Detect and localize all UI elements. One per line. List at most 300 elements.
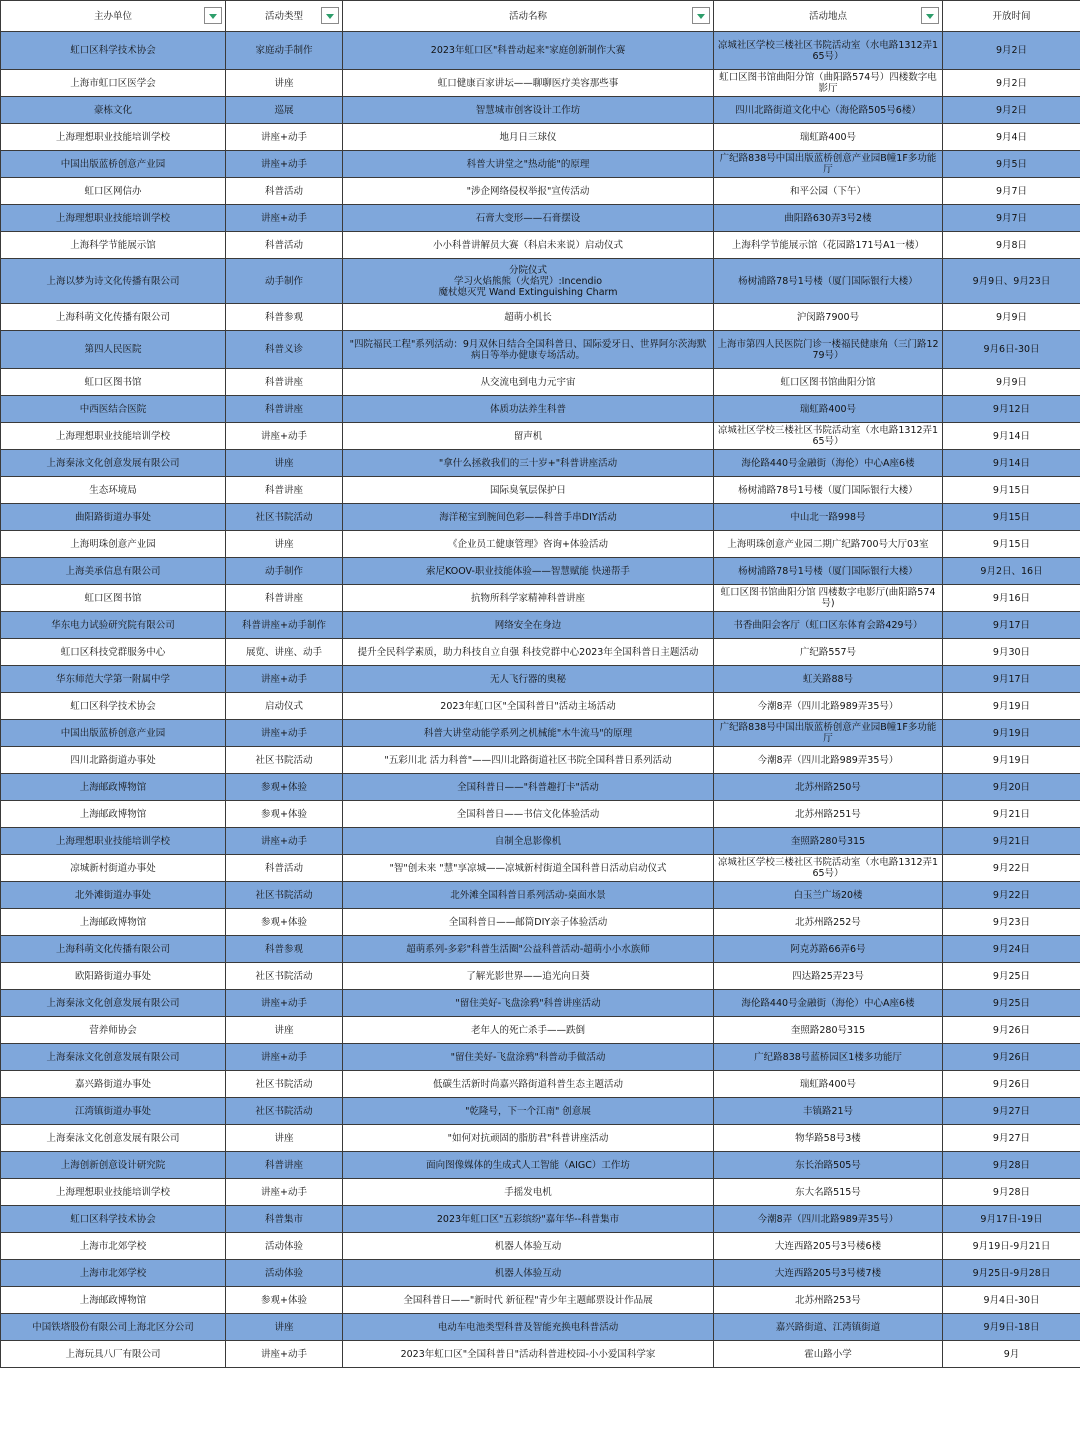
organizer-cell[interactable]: 北外滩街道办事处 bbox=[1, 882, 226, 909]
location-cell[interactable]: 丰镇路21号 bbox=[714, 1098, 943, 1125]
organizer-cell[interactable]: 上海理想职业技能培训学校 bbox=[1, 205, 226, 232]
table-row bbox=[1, 1206, 1080, 1233]
column-header-label: 活动类型 bbox=[264, 10, 303, 22]
name-cell[interactable]: 小小科普讲解员大赛（科启未来说）启动仪式 bbox=[343, 232, 714, 259]
time-cell[interactable]: 9月2日 bbox=[943, 97, 1080, 124]
name-cell[interactable]: 海洋秘宝到腕间色彩——科普手串DIY活动 bbox=[343, 504, 714, 531]
time-cell[interactable]: 9月27日 bbox=[943, 1098, 1080, 1125]
type-cell[interactable]: 科普讲座+动手制作 bbox=[226, 612, 343, 639]
location-cell[interactable]: 虹口区图书馆曲阳分馆（曲阳路574号）四楼数字电影厅 bbox=[714, 70, 943, 97]
location-cell[interactable]: 物华路58号3楼 bbox=[714, 1125, 943, 1152]
table-row bbox=[1, 331, 1080, 369]
organizer-cell[interactable]: 上海市虹口区医学会 bbox=[1, 70, 226, 97]
type-cell[interactable]: 讲座 bbox=[226, 1314, 343, 1341]
organizer-cell[interactable]: 上海科萌文化传播有限公司 bbox=[1, 304, 226, 331]
table-row bbox=[1, 882, 1080, 909]
column-header-organizer bbox=[1, 1, 226, 32]
location-cell[interactable]: 大连西路205号3号楼6楼 bbox=[714, 1233, 943, 1260]
organizer-cell[interactable]: 上海理想职业技能培训学校 bbox=[1, 423, 226, 450]
location-cell[interactable]: 广纪路838号蓝桥园区1楼多功能厅 bbox=[714, 1044, 943, 1071]
table-row bbox=[1, 259, 1080, 304]
time-cell[interactable]: 9月2日 bbox=[943, 70, 1080, 97]
column-header-type bbox=[226, 1, 343, 32]
location-cell[interactable]: 今潮8弄（四川北路989弄35号） bbox=[714, 747, 943, 774]
location-cell[interactable]: 上海科学节能展示馆（花园路171号A1一楼） bbox=[714, 232, 943, 259]
name-cell[interactable]: 手摇发电机 bbox=[343, 1179, 714, 1206]
filter-dropdown-icon[interactable] bbox=[204, 7, 222, 24]
organizer-cell[interactable]: 中西医结合医院 bbox=[1, 396, 226, 423]
name-cell[interactable]: 电动车电池类型科普及智能充换电科普活动 bbox=[343, 1314, 714, 1341]
table-row bbox=[1, 205, 1080, 232]
table-row bbox=[1, 1044, 1080, 1071]
type-cell[interactable]: 参观+体验 bbox=[226, 801, 343, 828]
name-cell[interactable]: 2023年虹口区"科普动起来"家庭创新制作大赛 bbox=[343, 32, 714, 70]
organizer-cell[interactable]: 上海邮政博物馆 bbox=[1, 1287, 226, 1314]
organizer-cell[interactable]: 上海秦泳文化创意发展有限公司 bbox=[1, 1125, 226, 1152]
type-cell[interactable]: 科普参观 bbox=[226, 936, 343, 963]
table-row bbox=[1, 304, 1080, 331]
type-cell[interactable]: 科普讲座 bbox=[226, 585, 343, 612]
time-cell[interactable]: 9月21日 bbox=[943, 801, 1080, 828]
table-row bbox=[1, 232, 1080, 259]
organizer-cell[interactable]: 虹口区科学技术协会 bbox=[1, 693, 226, 720]
location-cell[interactable]: 杨树浦路78号1号楼（厦门国际银行大楼） bbox=[714, 558, 943, 585]
organizer-cell[interactable]: 嘉兴路街道办事处 bbox=[1, 1071, 226, 1098]
location-cell[interactable]: 海伦路440号金融街（海伦）中心A座6楼 bbox=[714, 990, 943, 1017]
organizer-cell[interactable]: 上海邮政博物馆 bbox=[1, 909, 226, 936]
table-row bbox=[1, 1125, 1080, 1152]
name-cell[interactable]: 面向图像媒体的生成式人工智能（AIGC）工作坊 bbox=[343, 1152, 714, 1179]
organizer-cell[interactable]: 上海科萌文化传播有限公司 bbox=[1, 936, 226, 963]
organizer-cell[interactable]: 虹口区网信办 bbox=[1, 178, 226, 205]
time-cell[interactable]: 9月17日-19日 bbox=[943, 1206, 1080, 1233]
type-cell[interactable]: 参观+体验 bbox=[226, 1287, 343, 1314]
name-cell[interactable]: 科普大讲堂之"热动能"的原理 bbox=[343, 151, 714, 178]
organizer-cell[interactable]: 中国出版蓝桥创意产业园 bbox=[1, 720, 226, 747]
table-row bbox=[1, 1017, 1080, 1044]
location-cell[interactable]: 凉城社区学校三楼社区书院活动室（水电路1312弄165号） bbox=[714, 423, 943, 450]
time-cell[interactable]: 9月2日 bbox=[943, 32, 1080, 70]
table-row bbox=[1, 747, 1080, 774]
organizer-cell[interactable]: 生态环境局 bbox=[1, 477, 226, 504]
type-cell[interactable]: 讲座+动手 bbox=[226, 1044, 343, 1071]
location-cell[interactable]: 广纪路838号中国出版蓝桥创意产业园B幢1F多功能厅 bbox=[714, 720, 943, 747]
name-cell[interactable]: 索尼KOOV-职业技能体验——智慧赋能 快递帮手 bbox=[343, 558, 714, 585]
location-cell[interactable]: 东大名路515号 bbox=[714, 1179, 943, 1206]
name-cell[interactable]: 全国科普日——书信文化体验活动 bbox=[343, 801, 714, 828]
organizer-cell[interactable]: 上海玩具八厂有限公司 bbox=[1, 1341, 226, 1368]
table-row bbox=[1, 504, 1080, 531]
location-cell[interactable]: 今潮8弄（四川北路989弄35号） bbox=[714, 693, 943, 720]
name-cell[interactable]: 地月日三球仪 bbox=[343, 124, 714, 151]
type-cell[interactable]: 科普讲座 bbox=[226, 396, 343, 423]
organizer-cell[interactable]: 江湾镇街道办事处 bbox=[1, 1098, 226, 1125]
time-cell[interactable]: 9月17日 bbox=[943, 666, 1080, 693]
location-cell[interactable]: 北苏州路250号 bbox=[714, 774, 943, 801]
time-cell[interactable]: 9月12日 bbox=[943, 396, 1080, 423]
location-cell[interactable]: 沪闵路7900号 bbox=[714, 304, 943, 331]
location-cell[interactable]: 广纪路838号中国出版蓝桥创意产业园B幢1F多功能厅 bbox=[714, 151, 943, 178]
table-row bbox=[1, 909, 1080, 936]
name-cell[interactable]: 机器人体验互动 bbox=[343, 1233, 714, 1260]
time-cell[interactable]: 9月25日 bbox=[943, 990, 1080, 1017]
location-cell[interactable]: 广纪路557号 bbox=[714, 639, 943, 666]
organizer-cell[interactable]: 凉城新村街道办事处 bbox=[1, 855, 226, 882]
location-cell[interactable]: 虹口区图书馆曲阳分馆 四楼数字电影厅(曲阳路574号) bbox=[714, 585, 943, 612]
time-cell[interactable]: 9月6日-30日 bbox=[943, 331, 1080, 369]
location-cell[interactable]: 凉城社区学校三楼社区书院活动室（水电路1312弄165号） bbox=[714, 855, 943, 882]
organizer-cell[interactable]: 虹口区图书馆 bbox=[1, 369, 226, 396]
type-cell[interactable]: 讲座+动手 bbox=[226, 990, 343, 1017]
column-header-label: 活动名称 bbox=[508, 10, 547, 22]
type-cell[interactable]: 讲座 bbox=[226, 1017, 343, 1044]
name-cell[interactable]: "涉企网络侵权举报"宣传活动 bbox=[343, 178, 714, 205]
time-cell[interactable]: 9月7日 bbox=[943, 178, 1080, 205]
type-cell[interactable]: 社区书院活动 bbox=[226, 963, 343, 990]
type-cell[interactable]: 参观+体验 bbox=[226, 774, 343, 801]
time-cell[interactable]: 9月19日 bbox=[943, 693, 1080, 720]
type-cell[interactable]: 科普活动 bbox=[226, 855, 343, 882]
table-row bbox=[1, 963, 1080, 990]
name-cell[interactable]: 全国科普日——"科普趣打卡"活动 bbox=[343, 774, 714, 801]
name-cell[interactable]: 2023年虹口区"全国科普日"活动科普进校园-小小爱国科学家 bbox=[343, 1341, 714, 1368]
location-cell[interactable]: 北苏州路253号 bbox=[714, 1287, 943, 1314]
type-cell[interactable]: 科普活动 bbox=[226, 232, 343, 259]
name-cell[interactable]: 机器人体验互动 bbox=[343, 1260, 714, 1287]
location-cell[interactable]: 东长治路505号 bbox=[714, 1152, 943, 1179]
time-cell[interactable]: 9月9日 bbox=[943, 369, 1080, 396]
type-cell[interactable]: 社区书院活动 bbox=[226, 1071, 343, 1098]
location-cell[interactable]: 虹口区图书馆曲阳分馆 bbox=[714, 369, 943, 396]
type-cell[interactable]: 科普活动 bbox=[226, 178, 343, 205]
type-cell[interactable]: 讲座+动手 bbox=[226, 151, 343, 178]
name-cell[interactable]: "拿什么拯救我们的三十岁+"科普讲座活动 bbox=[343, 450, 714, 477]
table-row bbox=[1, 1179, 1080, 1206]
table-row bbox=[1, 151, 1080, 178]
name-cell[interactable]: 体质功法养生科普 bbox=[343, 396, 714, 423]
organizer-cell[interactable]: 华东电力试验研究院有限公司 bbox=[1, 612, 226, 639]
type-cell[interactable]: 启动仪式 bbox=[226, 693, 343, 720]
name-cell[interactable]: "四院福民工程"系列活动：9月双休日结合全国科普日、国际爱牙日、世界阿尔茨海默病日等举办健康专场活动。 bbox=[343, 331, 714, 369]
location-cell[interactable]: 白玉兰广场20楼 bbox=[714, 882, 943, 909]
filter-dropdown-icon[interactable] bbox=[692, 7, 710, 24]
type-cell[interactable]: 活动体验 bbox=[226, 1260, 343, 1287]
name-cell[interactable]: 自制全息影像机 bbox=[343, 828, 714, 855]
location-cell[interactable]: 大连西路205号3号楼7楼 bbox=[714, 1260, 943, 1287]
name-cell[interactable]: 科普大讲堂动能学系列之机械能"木牛流马"的原理 bbox=[343, 720, 714, 747]
organizer-cell[interactable]: 中国铁塔股份有限公司上海北区分公司 bbox=[1, 1314, 226, 1341]
name-cell[interactable]: 分院仪式 学习火焰熊熊（火焰咒）:Incendio 魔杖熄灭咒 Wand Extinguishing Charm bbox=[343, 259, 714, 304]
type-cell[interactable]: 科普讲座 bbox=[226, 477, 343, 504]
type-cell[interactable]: 讲座+动手 bbox=[226, 828, 343, 855]
type-cell[interactable]: 活动体验 bbox=[226, 1233, 343, 1260]
table-row bbox=[1, 1314, 1080, 1341]
type-cell[interactable]: 家庭动手制作 bbox=[226, 32, 343, 70]
column-header-label: 开放时间 bbox=[992, 10, 1031, 22]
organizer-cell[interactable]: 上海明珠创意产业园 bbox=[1, 531, 226, 558]
location-cell[interactable]: 瑞虹路400号 bbox=[714, 396, 943, 423]
name-cell[interactable]: 从交流电到电力元宇宙 bbox=[343, 369, 714, 396]
type-cell[interactable]: 讲座+动手 bbox=[226, 1179, 343, 1206]
location-cell[interactable]: 瑞虹路400号 bbox=[714, 1071, 943, 1098]
name-cell[interactable]: "五彩川北 活力科普"——四川北路街道社区书院全国科普日系列活动 bbox=[343, 747, 714, 774]
table-body bbox=[1, 32, 1080, 1368]
name-cell[interactable]: "留住美好-飞盘涂鸦"科普动手做活动 bbox=[343, 1044, 714, 1071]
time-cell[interactable]: 9月14日 bbox=[943, 423, 1080, 450]
time-cell[interactable]: 9月15日 bbox=[943, 477, 1080, 504]
type-cell[interactable]: 讲座+动手 bbox=[226, 423, 343, 450]
location-cell[interactable]: 上海市第四人民医院门诊一楼福民健康角（三门路1279号） bbox=[714, 331, 943, 369]
location-cell[interactable]: 中山北一路998号 bbox=[714, 504, 943, 531]
type-cell[interactable]: 讲座+动手 bbox=[226, 720, 343, 747]
location-cell[interactable]: 杨树浦路78号1号楼（厦门国际银行大楼） bbox=[714, 477, 943, 504]
time-cell[interactable]: 9月16日 bbox=[943, 585, 1080, 612]
name-cell[interactable]: 石膏大变形——石膏摆设 bbox=[343, 205, 714, 232]
time-cell[interactable]: 9月26日 bbox=[943, 1044, 1080, 1071]
type-cell[interactable]: 讲座+动手 bbox=[226, 124, 343, 151]
type-cell[interactable]: 讲座 bbox=[226, 450, 343, 477]
time-cell[interactable]: 9月25日 bbox=[943, 963, 1080, 990]
organizer-cell[interactable]: 上海创新创意设计研究院 bbox=[1, 1152, 226, 1179]
time-cell[interactable]: 9月8日 bbox=[943, 232, 1080, 259]
table-row bbox=[1, 477, 1080, 504]
location-cell[interactable]: 霍山路小学 bbox=[714, 1341, 943, 1368]
time-cell[interactable]: 9月9日-18日 bbox=[943, 1314, 1080, 1341]
location-cell[interactable]: 瑞虹路400号 bbox=[714, 124, 943, 151]
time-cell[interactable]: 9月17日 bbox=[943, 612, 1080, 639]
organizer-cell[interactable]: 第四人民医院 bbox=[1, 331, 226, 369]
type-cell[interactable]: 社区书院活动 bbox=[226, 1098, 343, 1125]
type-cell[interactable]: 社区书院活动 bbox=[226, 747, 343, 774]
organizer-cell[interactable]: 虹口区科技党群服务中心 bbox=[1, 639, 226, 666]
organizer-cell[interactable]: 上海邮政博物馆 bbox=[1, 801, 226, 828]
organizer-cell[interactable]: 上海市北郊学校 bbox=[1, 1233, 226, 1260]
table-row bbox=[1, 531, 1080, 558]
organizer-cell[interactable]: 曲阳路街道办事处 bbox=[1, 504, 226, 531]
time-cell[interactable]: 9月4日 bbox=[943, 124, 1080, 151]
table-row bbox=[1, 1233, 1080, 1260]
time-cell[interactable]: 9月28日 bbox=[943, 1179, 1080, 1206]
table-row bbox=[1, 1341, 1080, 1368]
name-cell[interactable]: 全国科普日——"新时代 新征程"青少年主题邮票设计作品展 bbox=[343, 1287, 714, 1314]
table-row bbox=[1, 585, 1080, 612]
type-cell[interactable]: 社区书院活动 bbox=[226, 882, 343, 909]
table-row bbox=[1, 178, 1080, 205]
name-cell[interactable]: 北外滩全国科普日系列活动-桌面水景 bbox=[343, 882, 714, 909]
name-cell[interactable]: "智"创未来 "慧"享凉城——凉城新村街道全国科普日活动启动仪式 bbox=[343, 855, 714, 882]
name-cell[interactable]: "留住美好-飞盘涂鸦"科普讲座活动 bbox=[343, 990, 714, 1017]
organizer-cell[interactable]: 中国出版蓝桥创意产业园 bbox=[1, 151, 226, 178]
time-cell[interactable]: 9月 bbox=[943, 1341, 1080, 1368]
organizer-cell[interactable]: 上海理想职业技能培训学校 bbox=[1, 828, 226, 855]
table-row bbox=[1, 1260, 1080, 1287]
organizer-cell[interactable]: 四川北路街道办事处 bbox=[1, 747, 226, 774]
location-cell[interactable]: 书香曲阳会客厅（虹口区东体育会路429号） bbox=[714, 612, 943, 639]
column-header-label: 活动地点 bbox=[808, 10, 847, 22]
time-cell[interactable]: 9月19日 bbox=[943, 720, 1080, 747]
location-cell[interactable]: 阿克苏路66弄6号 bbox=[714, 936, 943, 963]
name-cell[interactable]: 超萌系列-多彩"科普生活圈"公益科普活动-超萌小小水族师 bbox=[343, 936, 714, 963]
name-cell[interactable]: 《企业员工健康管理》咨询+体验活动 bbox=[343, 531, 714, 558]
table-row bbox=[1, 1152, 1080, 1179]
time-cell[interactable]: 9月22日 bbox=[943, 855, 1080, 882]
name-cell[interactable]: 无人飞行器的奥秘 bbox=[343, 666, 714, 693]
type-cell[interactable]: 讲座 bbox=[226, 531, 343, 558]
type-cell[interactable]: 讲座 bbox=[226, 1125, 343, 1152]
table-row bbox=[1, 612, 1080, 639]
time-cell[interactable]: 9月26日 bbox=[943, 1017, 1080, 1044]
location-cell[interactable]: 曲阳路630弄3号2楼 bbox=[714, 205, 943, 232]
organizer-cell[interactable]: 上海秦泳文化创意发展有限公司 bbox=[1, 990, 226, 1017]
name-cell[interactable]: 低碳生活新时尚嘉兴路街道科普生态主题活动 bbox=[343, 1071, 714, 1098]
header-row bbox=[1, 1, 1080, 32]
table-row bbox=[1, 936, 1080, 963]
table-row bbox=[1, 369, 1080, 396]
table-row bbox=[1, 450, 1080, 477]
location-cell[interactable]: 嘉兴路街道、江湾镇街道 bbox=[714, 1314, 943, 1341]
time-cell[interactable]: 9月9日 bbox=[943, 304, 1080, 331]
organizer-cell[interactable]: 华东师范大学第一附属中学 bbox=[1, 666, 226, 693]
location-cell[interactable]: 四川北路街道文化中心（海伦路505号6楼） bbox=[714, 97, 943, 124]
organizer-cell[interactable]: 营养师协会 bbox=[1, 1017, 226, 1044]
table-row bbox=[1, 1287, 1080, 1314]
time-cell[interactable]: 9月15日 bbox=[943, 504, 1080, 531]
name-cell[interactable]: 网络安全在身边 bbox=[343, 612, 714, 639]
table-row bbox=[1, 990, 1080, 1017]
table-row bbox=[1, 720, 1080, 747]
time-cell[interactable]: 9月20日 bbox=[943, 774, 1080, 801]
table-row bbox=[1, 855, 1080, 882]
column-header-time bbox=[943, 1, 1080, 32]
table-row bbox=[1, 666, 1080, 693]
type-cell[interactable]: 动手制作 bbox=[226, 259, 343, 304]
type-cell[interactable]: 社区书院活动 bbox=[226, 504, 343, 531]
organizer-cell[interactable]: 上海科学节能展示馆 bbox=[1, 232, 226, 259]
name-cell[interactable]: 留声机 bbox=[343, 423, 714, 450]
location-cell[interactable]: 今潮8弄（四川北路989弄35号） bbox=[714, 1206, 943, 1233]
location-cell[interactable]: 四达路25弄23号 bbox=[714, 963, 943, 990]
table-row bbox=[1, 828, 1080, 855]
filter-dropdown-icon[interactable] bbox=[321, 7, 339, 24]
location-cell[interactable]: 北苏州路251号 bbox=[714, 801, 943, 828]
type-cell[interactable]: 科普参观 bbox=[226, 304, 343, 331]
time-cell[interactable]: 9月19日 bbox=[943, 747, 1080, 774]
name-cell[interactable]: 超萌小机长 bbox=[343, 304, 714, 331]
table-row bbox=[1, 1071, 1080, 1098]
location-cell[interactable]: 奎照路280号315 bbox=[714, 1017, 943, 1044]
time-cell[interactable]: 9月5日 bbox=[943, 151, 1080, 178]
location-cell[interactable]: 海伦路440号金融街（海伦）中心A座6楼 bbox=[714, 450, 943, 477]
type-cell[interactable]: 讲座+动手 bbox=[226, 666, 343, 693]
organizer-cell[interactable]: 上海以梦为诗文化传播有限公司 bbox=[1, 259, 226, 304]
filter-dropdown-icon[interactable] bbox=[921, 7, 939, 24]
time-cell[interactable]: 9月2日、16日 bbox=[943, 558, 1080, 585]
table-row bbox=[1, 124, 1080, 151]
column-header-label: 主办单位 bbox=[93, 10, 132, 22]
name-cell[interactable]: 老年人的死亡杀手——跌倒 bbox=[343, 1017, 714, 1044]
table-row bbox=[1, 639, 1080, 666]
organizer-cell[interactable]: 虹口区图书馆 bbox=[1, 585, 226, 612]
name-cell[interactable]: "如何对抗顽固的脂肪君"科普讲座活动 bbox=[343, 1125, 714, 1152]
time-cell[interactable]: 9月7日 bbox=[943, 205, 1080, 232]
name-cell[interactable]: 抗物所科学家精神科普讲座 bbox=[343, 585, 714, 612]
type-cell[interactable]: 科普讲座 bbox=[226, 369, 343, 396]
type-cell[interactable]: 展览、讲座、动手 bbox=[226, 639, 343, 666]
name-cell[interactable]: 虹口健康百家讲坛——聊聊医疗美容那些事 bbox=[343, 70, 714, 97]
name-cell[interactable]: "乾隆号，下一个江南" 创意展 bbox=[343, 1098, 714, 1125]
type-cell[interactable]: 科普义诊 bbox=[226, 331, 343, 369]
location-cell[interactable]: 上海明珠创意产业园二期广纪路700号大厅03室 bbox=[714, 531, 943, 558]
name-cell[interactable]: 智慧城市创客设计工作坊 bbox=[343, 97, 714, 124]
location-cell[interactable]: 和平公园（下午） bbox=[714, 178, 943, 205]
time-cell[interactable]: 9月15日 bbox=[943, 531, 1080, 558]
table-row bbox=[1, 774, 1080, 801]
time-cell[interactable]: 9月14日 bbox=[943, 450, 1080, 477]
organizer-cell[interactable]: 上海理想职业技能培训学校 bbox=[1, 124, 226, 151]
organizer-cell[interactable]: 上海美承信息有限公司 bbox=[1, 558, 226, 585]
name-cell[interactable]: 2023年虹口区"五彩缤纷"嘉年华--科普集市 bbox=[343, 1206, 714, 1233]
time-cell[interactable]: 9月23日 bbox=[943, 909, 1080, 936]
type-cell[interactable]: 科普集市 bbox=[226, 1206, 343, 1233]
location-cell[interactable]: 虹关路88号 bbox=[714, 666, 943, 693]
time-cell[interactable]: 9月21日 bbox=[943, 828, 1080, 855]
time-cell[interactable]: 9月30日 bbox=[943, 639, 1080, 666]
table-row bbox=[1, 70, 1080, 97]
time-cell[interactable]: 9月26日 bbox=[943, 1071, 1080, 1098]
time-cell[interactable]: 9月9日、9月23日 bbox=[943, 259, 1080, 304]
type-cell[interactable]: 讲座 bbox=[226, 70, 343, 97]
organizer-cell[interactable]: 上海理想职业技能培训学校 bbox=[1, 1179, 226, 1206]
table-row bbox=[1, 801, 1080, 828]
location-cell[interactable]: 凉城社区学校三楼社区书院活动室（水电路1312弄165号） bbox=[714, 32, 943, 70]
location-cell[interactable]: 奎照路280号315 bbox=[714, 828, 943, 855]
name-cell[interactable]: 2023年虹口区"全国科普日"活动主场活动 bbox=[343, 693, 714, 720]
type-cell[interactable]: 巡展 bbox=[226, 97, 343, 124]
time-cell[interactable]: 9月22日 bbox=[943, 882, 1080, 909]
table-row bbox=[1, 423, 1080, 450]
time-cell[interactable]: 9月24日 bbox=[943, 936, 1080, 963]
name-cell[interactable]: 全国科普日——邮筒DIY亲子体验活动 bbox=[343, 909, 714, 936]
time-cell[interactable]: 9月27日 bbox=[943, 1125, 1080, 1152]
type-cell[interactable]: 讲座+动手 bbox=[226, 205, 343, 232]
column-header-name bbox=[343, 1, 714, 32]
organizer-cell[interactable]: 虹口区科学技术协会 bbox=[1, 32, 226, 70]
table-row bbox=[1, 32, 1080, 70]
organizer-cell[interactable]: 欧阳路街道办事处 bbox=[1, 963, 226, 990]
organizer-cell[interactable]: 上海秦泳文化创意发展有限公司 bbox=[1, 450, 226, 477]
type-cell[interactable]: 参观+体验 bbox=[226, 909, 343, 936]
time-cell[interactable]: 9月25日-9月28日 bbox=[943, 1260, 1080, 1287]
table-row bbox=[1, 693, 1080, 720]
type-cell[interactable]: 讲座+动手 bbox=[226, 1341, 343, 1368]
name-cell[interactable]: 提升全民科学素质，助力科技自立自强 科技党群中心2023年全国科普日主题活动 bbox=[343, 639, 714, 666]
organizer-cell[interactable]: 豪栋文化 bbox=[1, 97, 226, 124]
time-cell[interactable]: 9月19日-9月21日 bbox=[943, 1233, 1080, 1260]
organizer-cell[interactable]: 上海市北郊学校 bbox=[1, 1260, 226, 1287]
time-cell[interactable]: 9月28日 bbox=[943, 1152, 1080, 1179]
name-cell[interactable]: 了解光影世界——追光向日葵 bbox=[343, 963, 714, 990]
organizer-cell[interactable]: 上海邮政博物馆 bbox=[1, 774, 226, 801]
location-cell[interactable]: 北苏州路252号 bbox=[714, 909, 943, 936]
time-cell[interactable]: 9月4日-30日 bbox=[943, 1287, 1080, 1314]
name-cell[interactable]: 国际臭氧层保护日 bbox=[343, 477, 714, 504]
location-cell[interactable]: 杨树浦路78号1号楼（厦门国际银行大楼） bbox=[714, 259, 943, 304]
organizer-cell[interactable]: 虹口区科学技术协会 bbox=[1, 1206, 226, 1233]
organizer-cell[interactable]: 上海秦泳文化创意发展有限公司 bbox=[1, 1044, 226, 1071]
type-cell[interactable]: 科普讲座 bbox=[226, 1152, 343, 1179]
table-row bbox=[1, 97, 1080, 124]
type-cell[interactable]: 动手制作 bbox=[226, 558, 343, 585]
